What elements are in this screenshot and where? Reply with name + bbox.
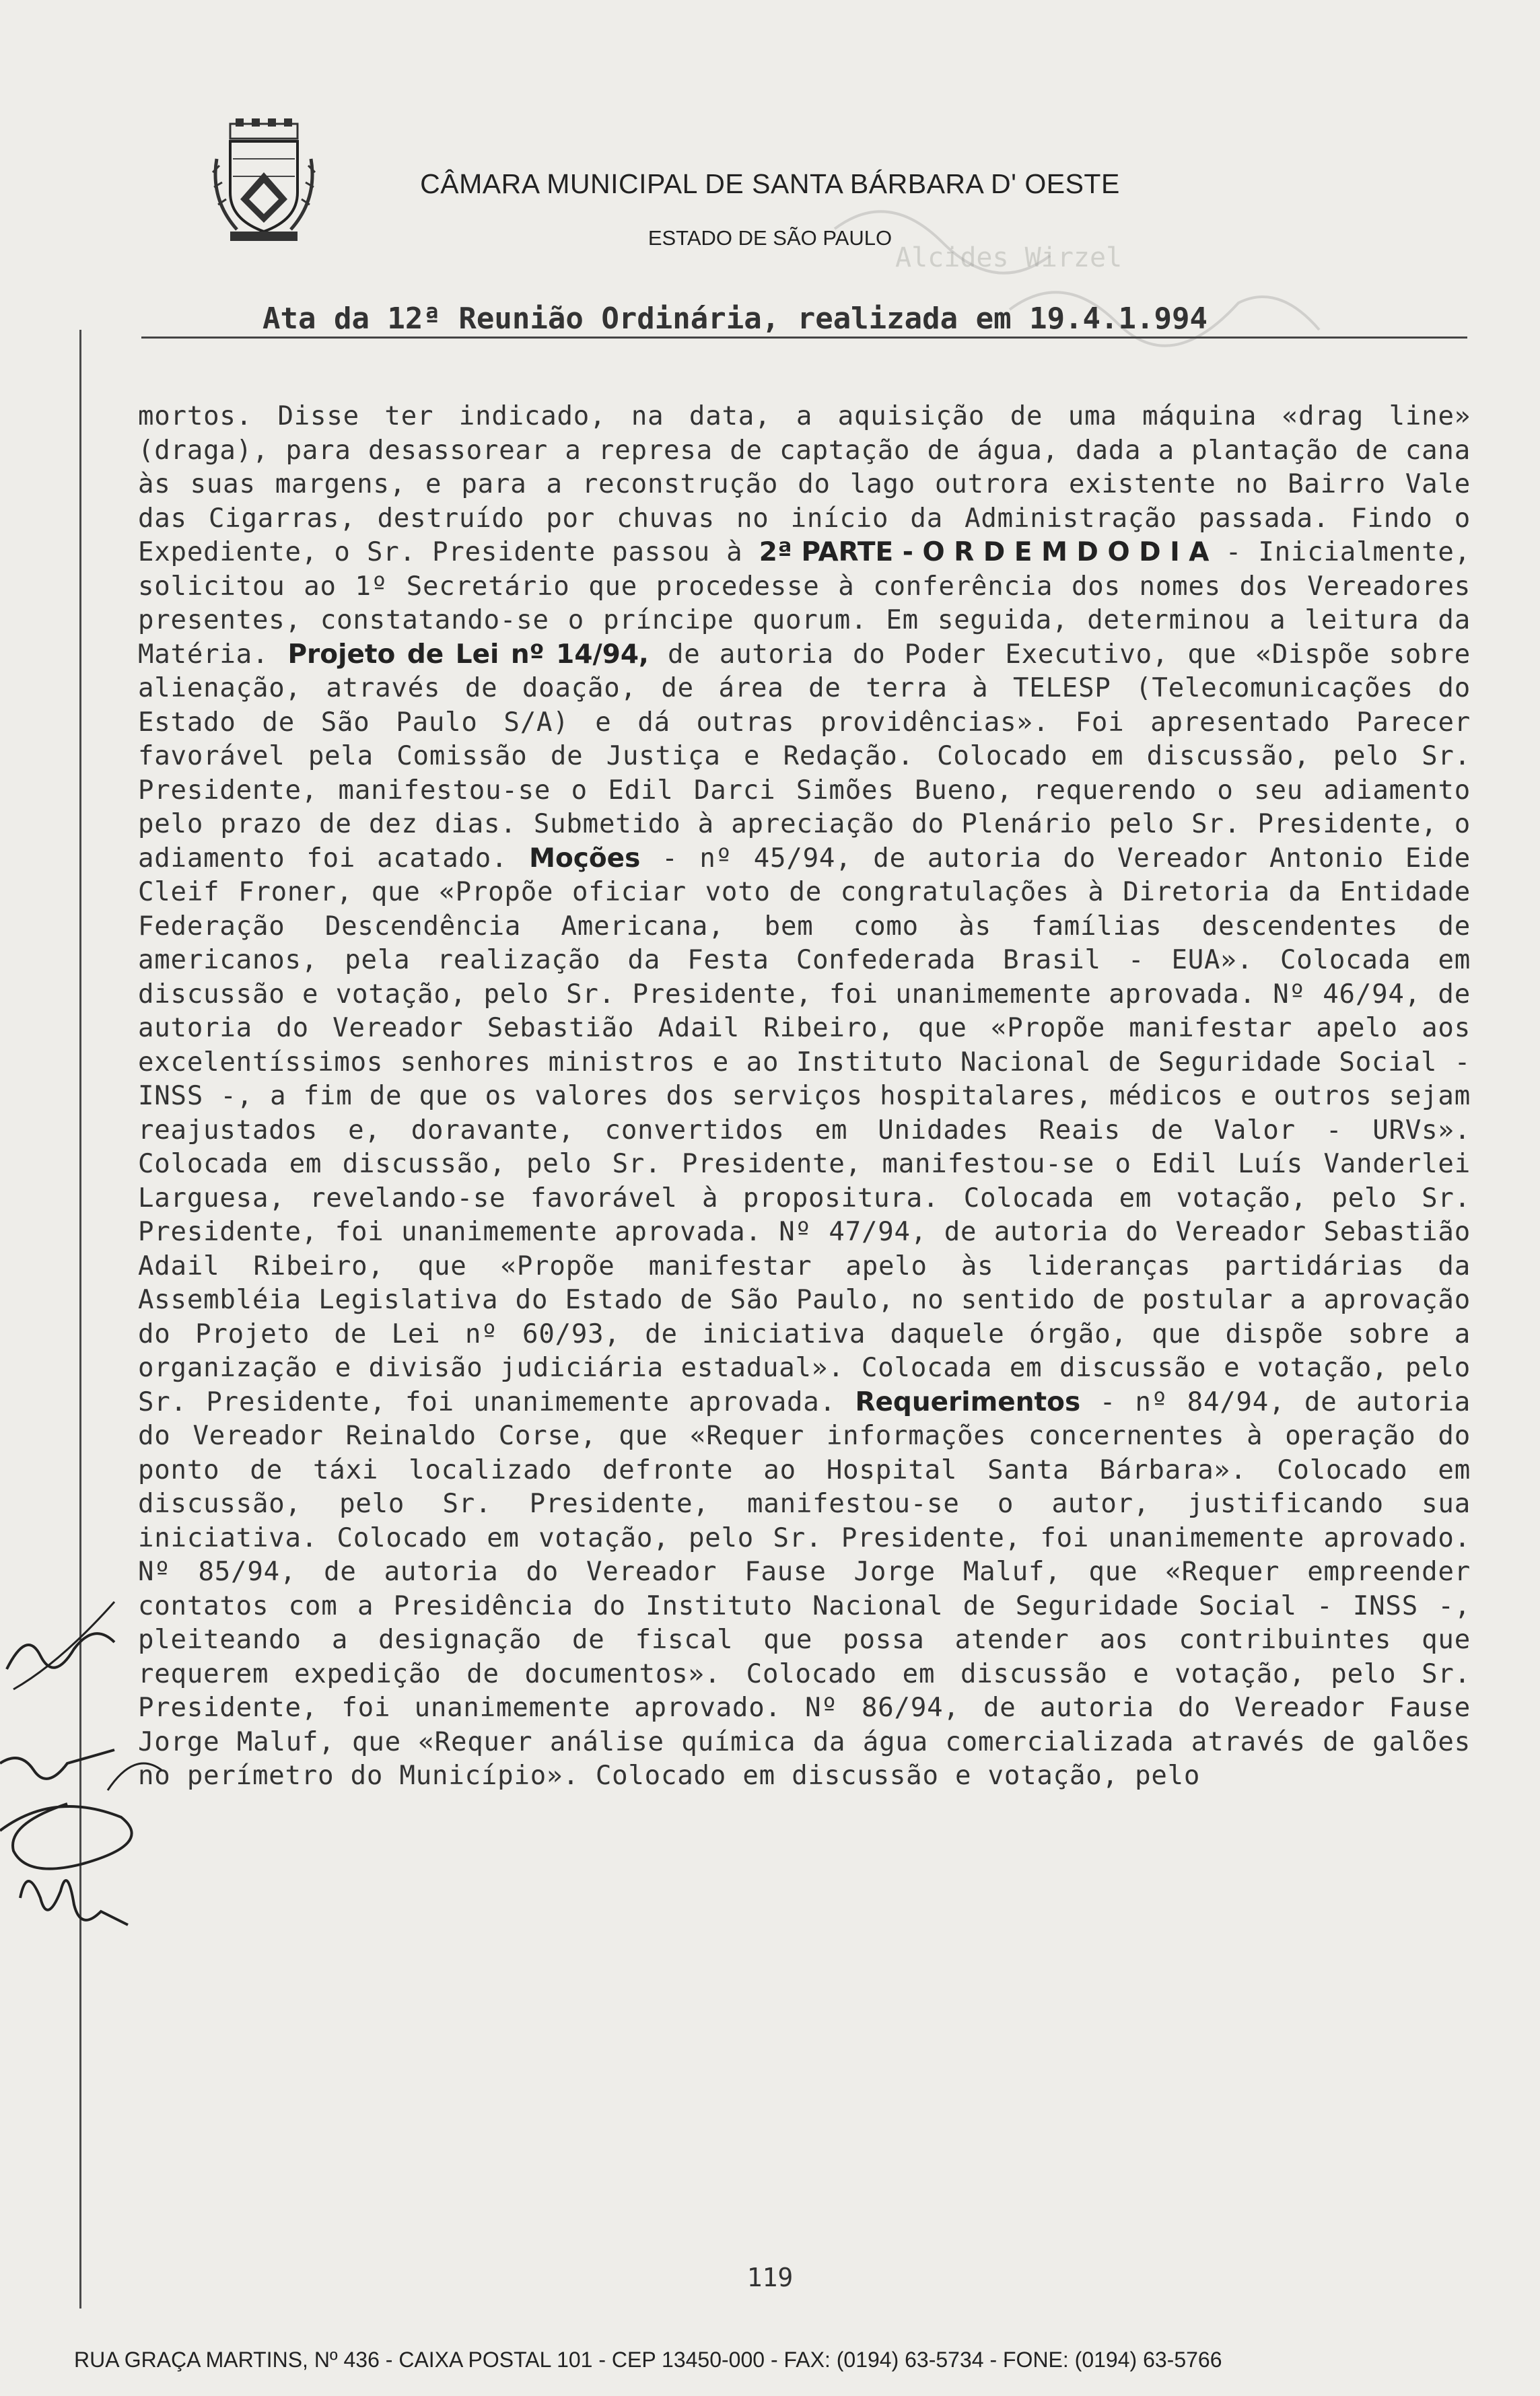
margin-signatures-icon: [0, 1548, 175, 2019]
footer-address: RUA GRAÇA MARTINS, Nº 436 - CAIXA POSTAL 101 - CEP 13450-000 - FAX: (0194) 63-5734 - FONE: (0194) 63-5766: [74, 2348, 1222, 2372]
motions-heading: Moções: [529, 843, 641, 874]
minutes-body: [138, 400, 1471, 1794]
body-segment: mortos. Disse ter indicado, na data, a aquisição de uma máquina «drag line» (draga), para desassorear a represa de captação de água, dada a plantação de cana às suas margens, e para a reconstrução do lago outrora existente no Bairro Vale das Cigarras, destruído por chuvas no início da Administração passada. Findo o Expediente, o Sr. Presidente passou à: [138, 401, 1471, 567]
institution-name: CÂMARA MUNICIPAL DE SANTA BÁRBARA D' OESTE: [420, 168, 1120, 199]
body-segment: de autoria do Poder Executivo, que «Dispõe sobre alienação, através de doação, de área de terra à TELESP (Telecomunicações do Estado de São Paulo S/A) e dá outras providências». Foi apresentado Parecer favorável pela Comissão de Justiça e Redação. Colocado em discussão, pelo Sr. Presidente, manifestou-se o Edil Darci Simões Bueno, requerendo o seu adiamento pelo prazo de dez dias. Submetido à apreciação do Plenário pelo Sr. Presidente, o adiamento foi acatado.: [138, 639, 1471, 874]
body-segment: - nº 84/94, de autoria do Vereador Reinaldo Corse, que «Requer informações concernentes à operação do ponto de táxi localizado defronte ao Hospital Santa Bárbara». Colocado em discussão, pelo Sr. Presidente, manifestou-se o autor, justificando sua iniciativa. Colocado em votação, pelo Sr. Presidente, foi unanimemente aprovado. Nº 85/94, de autoria do Vereador Fause Jorge Maluf, que «Requer empreender contatos com a Presidência do Instituto Nacional de Seguridade Social - INSS -, pleiteando a designação de fiscal que possa atender aos contribuintes que requerem expedição de documentos». Colocado em discussão e votação, pelo Sr. Presidente, foi unanimemente aprovado. Nº 86/94, de autoria do Vereador Fause Jorge Maluf, que «Requer análise química da água comercializada através de galões no perímetro do Município». Colocado em discussão e votação, pelo: [138, 1386, 1471, 1791]
bill-heading: Projeto de Lei nº 14/94,: [287, 639, 649, 670]
minutes-title: Ata da 12ª Reunião Ordinária, realizada em 19.4.1.994: [262, 302, 1208, 336]
requests-heading: Requerimentos: [855, 1386, 1081, 1417]
body-segment: - Inicialmente, solicitou ao 1º Secretário que procedesse à conferência dos nomes dos Vereadores presentes, constatando-se o príncipe quorum. Em seguida, determinou a leitura da Matéria.: [138, 537, 1471, 670]
order-of-the-day-heading: 2ª PARTE - O R D E M D O D I A: [759, 537, 1210, 567]
state-name: ESTADO DE SÃO PAULO: [648, 226, 893, 250]
body-segment: - nº 45/94, de autoria do Vereador Antonio Eide Cleif Froner, que «Propõe oficiar voto de congratulações à Diretoria da Entidade Federação Descendência Americana, bem como às famílias descendentes de americanos, pela realização da Festa Confederada Brasil - EUA». Colocada em discussão e votação, pelo Sr. Presidente, foi unanimemente aprovada. Nº 46/94, de autoria do Vereador Sebastião Adail Ribeiro, que «Propõe manifestar apelo aos excelentíssimos senhores ministros e ao Instituto Nacional de Seguridade Social - INSS -, a fim de que os valores dos serviços hospitalares, médicos e outros sejam reajustados e, doravante, convertidos em Unidades Reais de Valor - URVs». Colocada em discussão, pelo Sr. Presidente, manifestou-se o Edil Luís Vanderlei Larguesa, revelando-se favorável à propositura. Colocada em votação, pelo Sr. Presidente, foi unanimemente aprovada. Nº 47/94, de autoria do Vereador Sebastião Adail Ribeiro, que «Propõe manifestar apelo às lideranças partidárias da Assembléia Legislativa do Estado de São Paulo, no sentido de postular a aprovação do Projeto de Lei nº 60/93, de iniciativa daquele órgão, que dispõe sobre a organização e divisão judiciária estadual». Colocada em discussão e votação, pelo Sr. Presidente, foi unanimemente aprovada.: [138, 843, 1471, 1417]
show-through-text: Alcides Wirzel: [895, 242, 1123, 273]
page-number: 119: [746, 2263, 794, 2292]
title-underline: [141, 337, 1467, 339]
